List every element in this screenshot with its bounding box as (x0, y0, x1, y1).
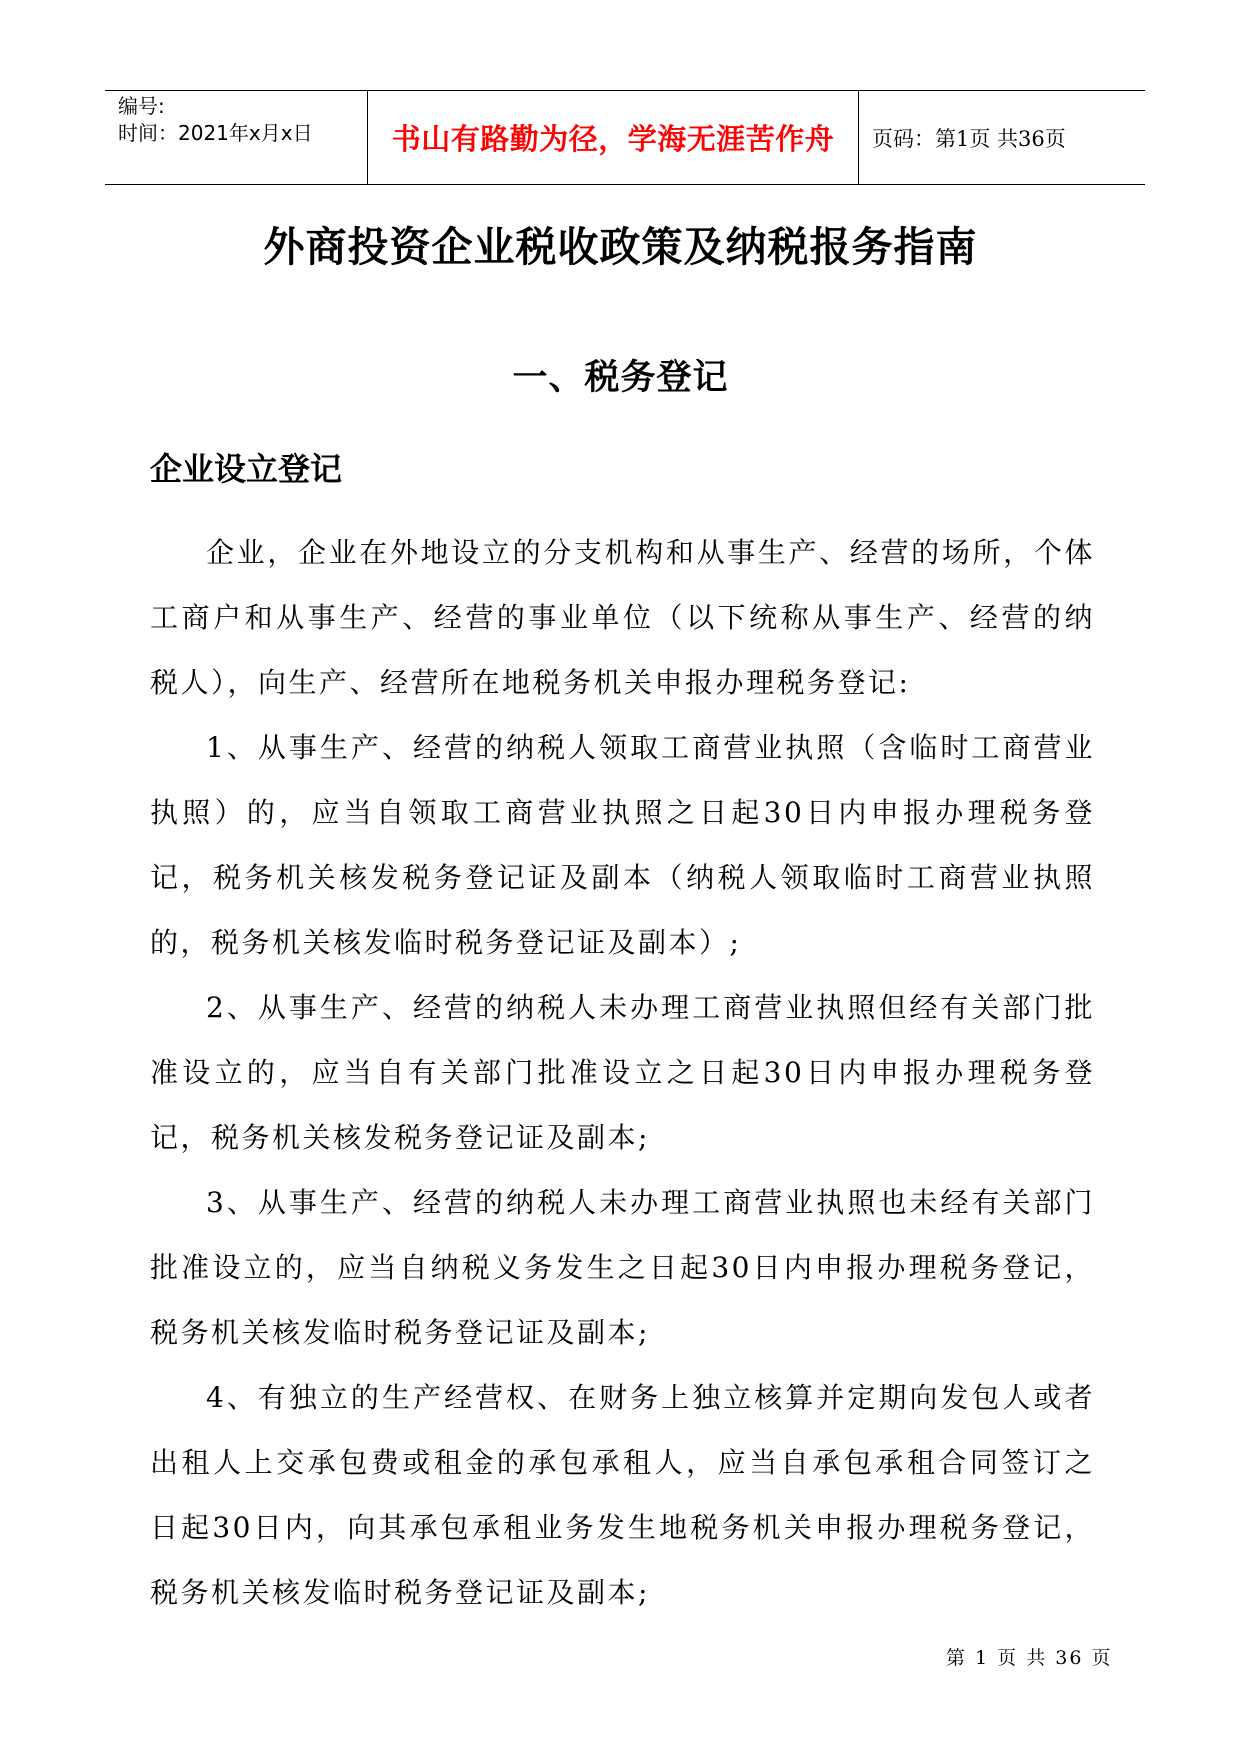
sub-title: 企业设立登记 (150, 450, 343, 488)
page-footer: 第 1 页 共 36 页 (946, 1647, 1113, 1669)
document-title: 外商投资企业税收政策及纳税报务指南 (263, 223, 978, 271)
section-title: 一、税务登记 (512, 357, 729, 398)
paragraph: 3、从事生产、经营的纳税人未办理工商营业执照也未经有关部门批准设立的，应当自纳税义务发生之日起30日内申报办理税务登记，税务机关核发临时税务登记证及副本; (150, 1186, 1095, 1349)
body-text (150, 520, 1095, 1625)
number-label: 编号: (118, 94, 165, 118)
time-label: 时间：2021年x月x日 (118, 121, 313, 145)
paragraph: 1、从事生产、经营的纳税人领取工商营业执照（含临时工商营业执照）的，应当自领取工商营业执照之日起30日内申报办理税务登记，税务机关核发税务登记证及副本（纳税人领取临时工商营业执照的，税务机关核发临时税务登记证及副本）; (150, 731, 1095, 959)
header-meta-cell (105, 91, 368, 184)
paragraph: 2、从事生产、经营的纳税人未办理工商营业执照但经有关部门批准设立的，应当自有关部门批准设立之日起30日内申报办理税务登记，税务机关核发税务登记证及副本; (150, 991, 1095, 1154)
paragraph: 4、有独立的生产经营权、在财务上独立核算并定期向发包人或者出租人上交承包费或租金的承包承租人，应当自承包承租合同签订之日起30日内，向其承包承租业务发生地税务机关申报办理税务登记，税务机关核发临时税务登记证及副本; (150, 1381, 1095, 1609)
header-table (105, 90, 1145, 185)
header-motto: 书山有路勤为径，学海无涯苦作舟 (368, 91, 859, 184)
header-page-code: 页码：第1页 共36页 (872, 126, 1066, 151)
paragraph: 企业，企业在外地设立的分支机构和从事生产、经营的场所，个体工商户和从事生产、经营的事业单位（以下统称从事生产、经营的纳税人），向生产、经营所在地税务机关申报办理税务登记: (150, 536, 1095, 699)
